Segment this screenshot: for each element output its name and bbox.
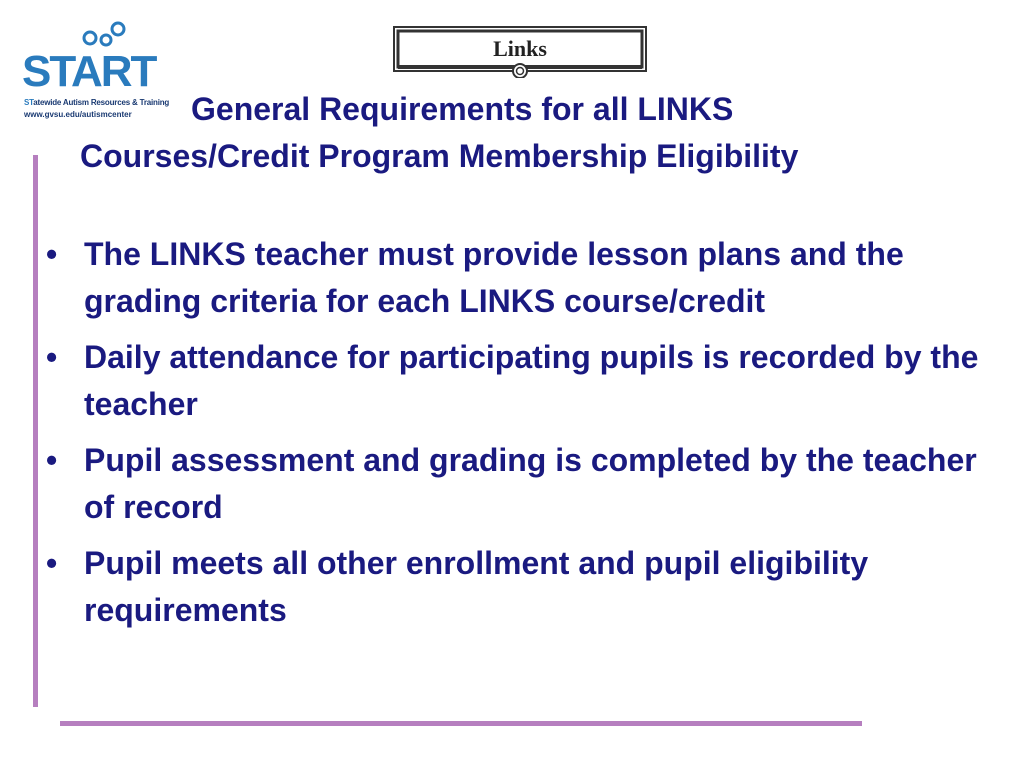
bullet-item (40, 231, 1000, 325)
bottom-accent-line (60, 721, 862, 726)
bullet-marker: • (46, 545, 58, 581)
bullet-text: Pupil meets all other enrollment and pupil eligibility requirements (84, 545, 869, 628)
bullet-list (40, 231, 1000, 643)
left-accent-line (33, 155, 38, 707)
bullet-text: The LINKS teacher must provide lesson plans and the grading criteria for each LINKS course/credit (84, 236, 904, 319)
slide-title-line-2: Courses/Credit Program Membership Eligibility (80, 138, 799, 174)
slide-title-line-1: General Requirements for all LINKS (191, 91, 734, 127)
links-banner (393, 26, 647, 78)
bullet-item (40, 437, 1000, 531)
bullet-marker: • (46, 442, 58, 478)
bullet-item (40, 540, 1000, 634)
logo-url: www.gvsu.edu/autismcenter (24, 110, 132, 119)
start-wordmark: START (22, 47, 156, 96)
bullet-item (40, 334, 1000, 428)
bullet-marker: • (46, 339, 58, 375)
bullet-text: Daily attendance for participating pupils is recorded by the teacher (84, 339, 979, 422)
logo-tagline-rest: atewide Autism Resources & Training (33, 98, 170, 107)
banner-label: Links (493, 36, 547, 61)
logo-tagline-st: ST (24, 98, 34, 107)
bullet-text: Pupil assessment and grading is completed by the teacher of record (84, 442, 977, 525)
bullet-marker: • (46, 236, 58, 272)
slide-title (80, 86, 1000, 180)
